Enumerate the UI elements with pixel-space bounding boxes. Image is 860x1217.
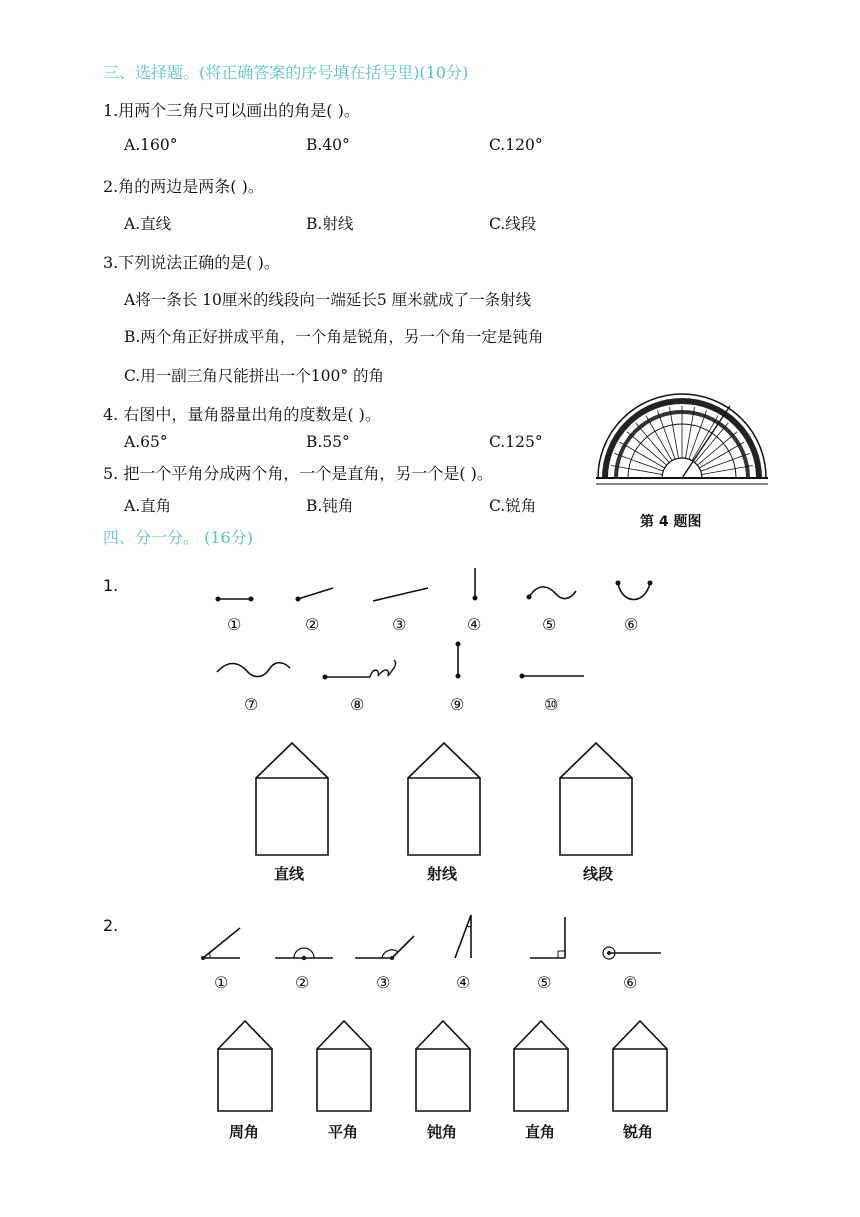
house-label-acute-angle: 锐角 — [623, 1123, 654, 1141]
q5-option-c: C.锐角 — [489, 497, 537, 515]
q1-label-4: ④ — [467, 615, 482, 634]
section4-title: 四、分一分。 (16分) — [103, 528, 253, 547]
house-full-angle — [218, 1021, 272, 1111]
angle-figure-5 — [530, 917, 565, 958]
house-obtuse-angle — [416, 1021, 470, 1111]
q1-label-6: ⑥ — [624, 615, 639, 634]
q3-option-a: A将一条长 10厘米的线段向一端延长5 厘米就成了一条射线 — [124, 291, 532, 309]
q3-option-c: C.用一副三角尺能拼出一个100° 的角 — [124, 367, 384, 385]
q2-label-1: ① — [214, 973, 229, 992]
q2-label-5: ⑤ — [537, 973, 552, 992]
q4-option-a: A.65° — [124, 433, 168, 451]
house-acute-angle — [613, 1021, 667, 1111]
q3-option-b: B.两个角正好拼成平角，一个角是锐角，另一个角一定是钝角 — [124, 328, 544, 346]
q2-label-4: ④ — [456, 973, 471, 992]
q1-label-9: ⑨ — [450, 695, 465, 714]
q1-label-1: ① — [227, 615, 242, 634]
section3-title: 三、选择题。(将正确答案的序号填在括号里)(10分) — [103, 63, 469, 82]
q2-number: 2. — [103, 916, 119, 935]
q4-option-b: B.55° — [306, 433, 350, 451]
q5-option-b: B.钝角 — [306, 497, 354, 515]
q2-option-c: C.线段 — [489, 215, 537, 233]
angle-figure-6 — [603, 947, 661, 959]
q1-option-c: C.120° — [489, 136, 543, 154]
house-label-ray: 射线 — [427, 865, 458, 883]
q1-label-7: ⑦ — [244, 695, 259, 714]
question-5: 5. 把一个平角分成两个角，一个是直角，另一个是( )。 — [103, 464, 493, 483]
q1-label-8: ⑧ — [350, 695, 365, 714]
house-right-angle — [514, 1021, 568, 1111]
q2-label-3: ③ — [376, 973, 391, 992]
q4-option-c: C.125° — [489, 433, 543, 451]
question-1: 1.用两个三角尺可以画出的角是( )。 — [103, 101, 360, 120]
house-label-full-angle: 周角 — [229, 1123, 260, 1141]
angle-figure-3 — [355, 936, 414, 958]
q1-label-2: ② — [305, 615, 320, 634]
q1-label-3: ③ — [392, 615, 407, 634]
house-label-segment: 线段 — [583, 865, 614, 883]
q2-option-a: A.直线 — [124, 215, 172, 233]
q2-label-2: ② — [295, 973, 310, 992]
q1-option-b: B.40° — [306, 136, 350, 154]
q2-label-6: ⑥ — [623, 973, 638, 992]
q1-option-a: A.160° — [124, 136, 178, 154]
question-2: 2.角的两边是两条( )。 — [103, 177, 264, 196]
q1-label-5: ⑤ — [542, 615, 557, 634]
figure-caption: 第 4 题图 — [640, 514, 702, 530]
house-label-right-angle: 直角 — [525, 1123, 556, 1141]
q5-option-a: A.直角 — [124, 497, 172, 515]
house-straight-angle — [317, 1021, 371, 1111]
q1-label-10: ⑩ — [544, 695, 559, 714]
angle-figure-4 — [455, 915, 471, 958]
house-label-obtuse-angle: 钝角 — [427, 1123, 458, 1141]
angle-figure-1 — [203, 928, 240, 958]
question-4: 4. 右图中，量角器量出角的度数是( )。 — [103, 405, 381, 424]
q1-number: 1. — [103, 576, 119, 595]
house-label-straight-line: 直线 — [274, 865, 305, 883]
question-3: 3.下列说法正确的是( )。 — [103, 253, 280, 272]
house-label-straight-angle: 平角 — [328, 1123, 359, 1141]
q2-option-b: B.射线 — [306, 215, 354, 233]
